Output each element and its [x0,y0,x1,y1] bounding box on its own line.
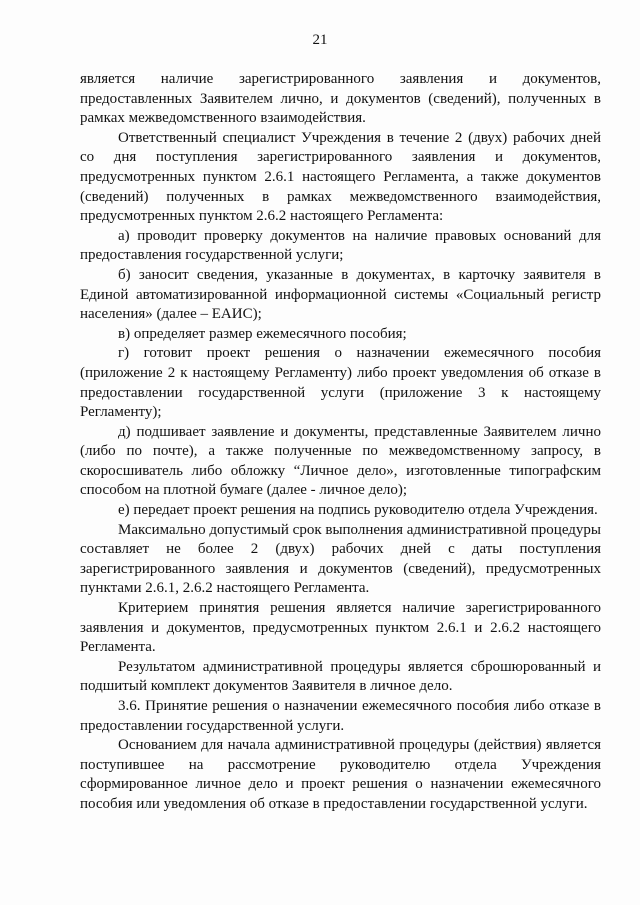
paragraph-basis: Основанием для начала административной процедуры (действия) является поступившее на рассмотрение руководителю отдела Учреждения сформированное личное дело и проект решения о назначении ежемесячного пособия или уведомления об отказе в предоставлении государственной услуги. [80,737,601,812]
list-item-d: д) подшивает заявление и документы, представленные Заявителем лично (либо по почте), а также полученные по межведомственному запросу, в скоросшиватель либо обложку “Личное дело», изготовленные типографским способом на плотной бумаге (далее - личное дело); [80,423,601,499]
list-item-b: б) заносит сведения, указанные в документах, в карточку заявителя в Единой автоматизированной информационной системы «Социальный регистр населения» (далее – ЕАИС); [80,266,601,323]
paragraph-2: Ответственный специалист Учреждения в течение 2 (двух) рабочих дней со дня поступления зарегистрированного заявления и документов, предусмотренных пунктом 2.6.1 настоящего Регламента, а также документов (сведений) полученных в рамках межведомственного взаимодействия, предусмотренных пунктом 2.6.2 настоящего Регламента: [80,129,601,225]
document-body [80,70,601,815]
page-number: 21 [312,32,328,48]
list-item-v: в) определяет размер ежемесячного пособия; [118,325,407,342]
section-heading-3-6: 3.6. Принятие решения о назначении ежемесячного пособия либо отказе в предоставлении государственной услуги. [80,698,601,734]
paragraph-1: является наличие зарегистрированного заявления и документов, предоставленных Заявителем лично, и документов (сведений), полученных в рамках межведомственного взаимодействия. [80,71,601,127]
paragraph-criterion: Критерием принятия решения является наличие зарегистрированного заявления и документов, предусмотренных пунктом 2.6.1 и 2.6.2 настоящего Регламента. [80,600,601,656]
paragraph-deadline: Максимально допустимый срок выполнения административной процедуры составляет не более 2 (двух) рабочих дней с даты поступления зарегистрированного заявления и документов (сведений), предусмотренных пунктами 2.6.1, 2.6.2 настоящего Регламента. [80,521,601,597]
list-item-a: а) проводит проверку документов на наличие правовых оснований для предоставления государственной услуги; [80,227,601,264]
list-item-g: г) готовит проект решения о назначении ежемесячного пособия (приложение 2 к настоящему Регламенту) либо проект уведомления об отказе в предоставлении государственной услуги (приложение 3 к настоящему Регламенту); [80,345,601,421]
paragraph-result: Результатом административной процедуры является сброшюрованный и подшитый комплект документов Заявителя в личное дело. [80,658,601,695]
list-item-e: е) передает проект решения на подпись руководителю отдела Учреждения. [118,502,598,519]
